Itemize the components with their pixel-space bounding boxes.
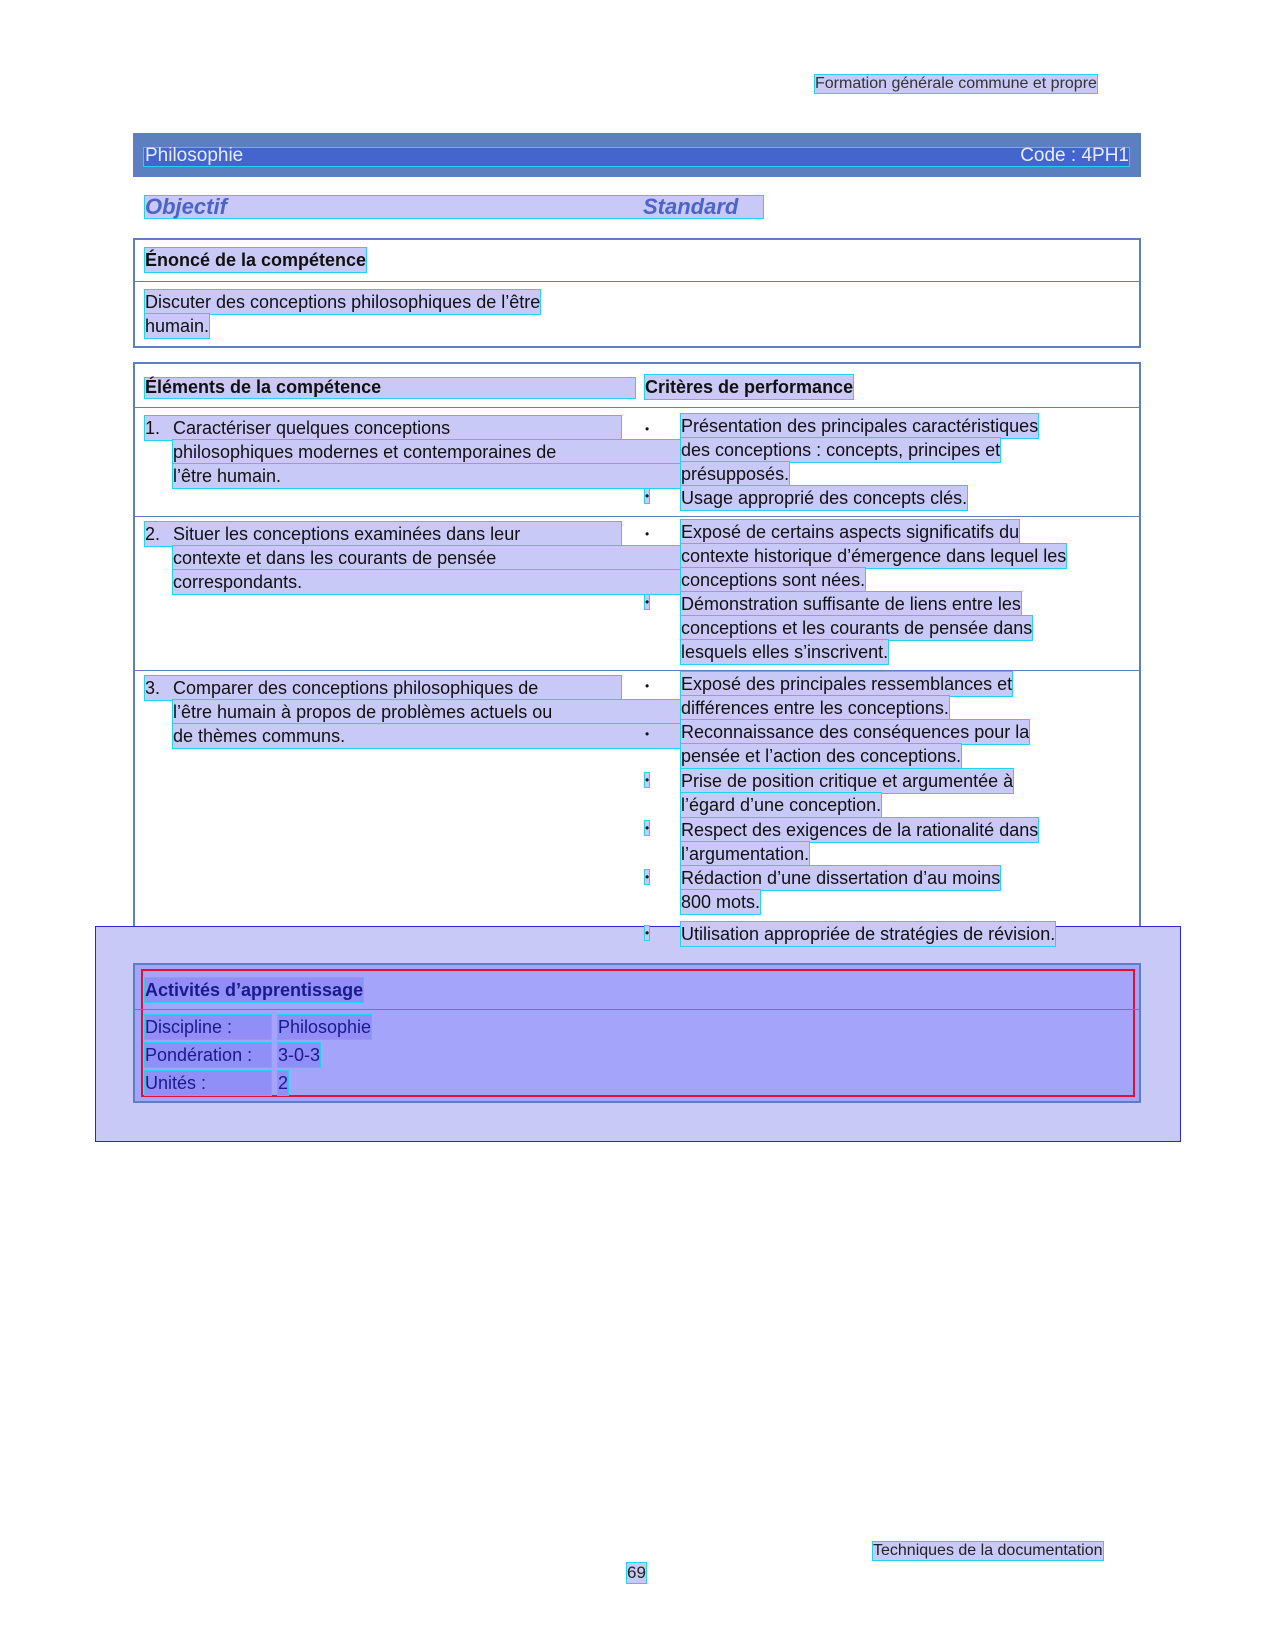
criterion-line: des conceptions : concepts, principes et [681, 440, 1001, 460]
criterion-line: pensée et l’action des conceptions. [681, 746, 962, 766]
criterion-line: 800 mots. [681, 892, 761, 912]
criterion-line: Reconnaissance des conséquences pour la [681, 722, 1030, 742]
criterion-line: Exposé de certains aspects significatifs du [681, 522, 1020, 542]
col-header-elements: Éléments de la compétence [145, 377, 382, 397]
bullet-icon: • [645, 595, 650, 609]
course-title: Philosophie [145, 145, 244, 166]
unites-value: 2 [278, 1073, 289, 1093]
criterion-line: Usage approprié des concepts clés. [681, 488, 968, 508]
criterion-line: contexte historique d’émergence dans lequel les [681, 546, 1067, 566]
bullet-icon: • [645, 489, 650, 503]
ponderation-value: 3-0-3 [278, 1045, 321, 1065]
bullet-icon: • [645, 527, 650, 541]
criterion-line: Démonstration suffisante de liens entre les [681, 594, 1021, 614]
footer-program: Techniques de la documentation [873, 1542, 1103, 1559]
enonce-line-1: Discuter des conceptions philosophiques de l’être [145, 292, 541, 312]
standard-label: Standard [643, 194, 739, 219]
element-line: Situer les conceptions examinées dans leur [173, 524, 521, 544]
bullet-icon: • [645, 422, 650, 436]
bullet-icon: • [645, 870, 650, 884]
criterion-line: Respect des exigences de la rationalité dans [681, 820, 1039, 840]
element-line: Comparer des conceptions philosophiques de [173, 678, 539, 698]
enonce-line-2: humain. [145, 316, 210, 336]
objective-label: Objectif [145, 194, 227, 219]
criterion-line: présupposés. [681, 464, 790, 484]
activites-heading: Activités d’apprentissage [145, 980, 364, 1000]
criterion-line: Utilisation appropriée de stratégies de révision. [681, 924, 1056, 944]
criterion-line: Prise de position critique et argumentée à [681, 771, 1014, 791]
element-line: contexte et dans les courants de pensée [173, 546, 753, 570]
criterion-line: lesquels elles s’inscrivent. [681, 642, 889, 662]
discipline-value: Philosophie [278, 1017, 372, 1037]
criterion-line: Présentation des principales caractéristiques [681, 416, 1039, 436]
unites-label: Unités : [145, 1071, 271, 1095]
page-number: 69 [627, 1563, 646, 1582]
ponderation-label: Pondération : [145, 1043, 271, 1067]
enonce-section [133, 238, 1141, 348]
divider [135, 281, 1139, 282]
element-number: 3. [145, 678, 161, 698]
enonce-heading: Énoncé de la compétence [145, 250, 367, 270]
divider [135, 670, 1139, 671]
bullet-icon: • [645, 679, 650, 693]
element-line: l’être humain à propos de problèmes actuels ou [173, 700, 753, 724]
element-1 [145, 416, 621, 440]
element-line: de thèmes communs. [173, 724, 753, 748]
col-header-criteria: Critères de performance [645, 377, 854, 397]
course-title-highlight [144, 148, 1129, 166]
program-header: Formation générale commune et propre [815, 75, 1097, 92]
element-line: l’être humain. [173, 464, 753, 488]
course-code: Code : 4PH1 [1020, 145, 1129, 166]
element-number: 1. [145, 418, 161, 438]
divider [135, 407, 1139, 408]
criterion-line: l’égard d’une conception. [681, 795, 882, 815]
element-line: Caractériser quelques conceptions [173, 418, 451, 438]
divider [135, 1009, 1139, 1010]
element-number: 2. [145, 524, 161, 544]
discipline-label: Discipline : [145, 1015, 271, 1039]
criterion-line: conceptions sont nées. [681, 570, 866, 590]
element-line: philosophiques modernes et contemporaines de [173, 440, 753, 464]
objective-row [145, 196, 763, 218]
bullet-icon: • [645, 727, 650, 741]
bullet-icon: • [645, 926, 650, 940]
element-line: correspondants. [173, 570, 753, 594]
criterion-line: différences entre les conceptions. [681, 698, 949, 718]
criterion-line: conceptions et les courants de pensée dans [681, 618, 1033, 638]
activites-section [133, 963, 1141, 1103]
course-title-bar [133, 133, 1141, 177]
criterion-line: Rédaction d’une dissertation d’au moins [681, 868, 1001, 888]
bullet-icon: • [645, 821, 650, 835]
criterion-line: Exposé des principales ressemblances et [681, 674, 1013, 694]
element-2 [145, 522, 621, 546]
element-3 [145, 676, 621, 700]
competences-table [133, 362, 1141, 948]
criterion-line: l’argumentation. [681, 844, 810, 864]
divider [135, 516, 1139, 517]
bullet-icon: • [645, 773, 650, 787]
